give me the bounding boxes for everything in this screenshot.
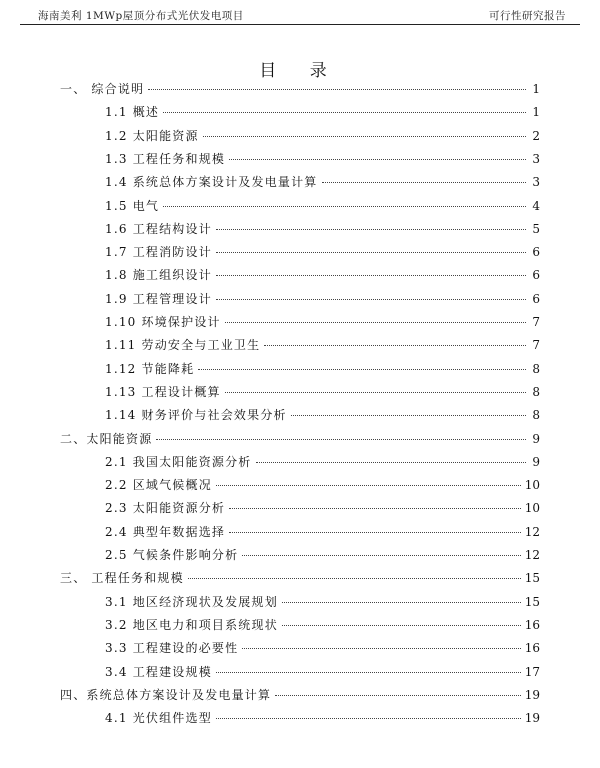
- dot-leader: [216, 275, 526, 276]
- toc-entry-page-number: 10: [524, 478, 540, 493]
- toc-entry-label: 1.9 工程管理设计: [105, 291, 212, 306]
- toc-entry-label: 1.1 概述: [105, 105, 160, 120]
- toc-entry-label: 3.4 工程建设规模: [105, 664, 212, 679]
- toc-entry-label: 四、系统总体方案设计及发电量计算: [60, 687, 272, 702]
- toc-entry-page-number: 16: [524, 617, 540, 632]
- toc-entry-page-number: 7: [532, 315, 540, 329]
- toc-section-entry[interactable]: [105, 103, 540, 121]
- toc-entry-page-number: 19: [524, 711, 540, 726]
- dot-leader: [156, 439, 526, 440]
- toc-section-entry[interactable]: [105, 360, 540, 378]
- toc-entry-page-number: 6: [532, 291, 540, 306]
- dot-leader: [256, 462, 527, 463]
- dot-leader: [242, 648, 520, 649]
- toc-entry-page-number: 3: [532, 175, 540, 190]
- toc-entry-label: 2.2 区域气候概况: [105, 478, 212, 493]
- dot-leader: [282, 602, 521, 603]
- toc-entry-page-number: 2: [532, 128, 540, 143]
- toc-section-entry[interactable]: [105, 290, 540, 308]
- toc-entry-page-number: 6: [532, 245, 540, 260]
- toc-entry-label: 4.1 光伏组件选型: [105, 711, 212, 726]
- toc-entry-page-number: 9: [532, 454, 540, 469]
- toc-entry-label: 1.14 财务评价与社会效果分析: [105, 408, 287, 423]
- toc-section-entry[interactable]: [105, 336, 540, 354]
- toc-entry-label: 1.7 工程消防设计: [105, 245, 212, 260]
- toc-entry-label: 1.5 电气: [105, 198, 160, 213]
- toc-entry-page-number: 7: [532, 338, 540, 353]
- toc-entry-label: 1.4 系统总体方案设计及发电量计算: [105, 175, 318, 190]
- toc-section-entry[interactable]: [105, 593, 540, 611]
- toc-chapter-entry[interactable]: [60, 686, 540, 704]
- toc-chapter-entry[interactable]: [60, 80, 540, 98]
- dot-leader: [322, 182, 527, 183]
- dot-leader: [216, 485, 521, 486]
- dot-leader: [203, 136, 526, 137]
- toc-section-entry[interactable]: [105, 523, 540, 541]
- toc-entry-page-number: 8: [532, 361, 540, 376]
- dot-leader: [163, 112, 526, 113]
- toc-section-entry[interactable]: [105, 616, 540, 634]
- toc-entry-label: 一、 综合说明: [60, 82, 145, 96]
- toc-section-entry[interactable]: [105, 709, 540, 727]
- toc-section-entry[interactable]: [105, 546, 540, 564]
- toc-entry-label: 1.12 节能降耗: [105, 361, 195, 376]
- dot-leader: [216, 672, 521, 673]
- toc-entry-label: 三、 工程任务和规模: [60, 571, 184, 586]
- toc-entry-label: 1.3 工程任务和规模: [105, 151, 226, 166]
- toc-entry-label: 1.2 太阳能资源: [105, 128, 199, 143]
- toc-entry-page-number: 10: [524, 501, 540, 516]
- header-project-title: 海南美利 1MWp屋顶分布式光伏发电项目: [38, 10, 244, 22]
- toc-entry-label: 3.1 地区经济现状及发展规划: [105, 594, 278, 609]
- toc-section-entry[interactable]: [105, 220, 540, 238]
- dot-leader: [216, 718, 521, 719]
- dot-leader: [291, 415, 526, 416]
- toc-section-entry[interactable]: [105, 639, 540, 657]
- toc-entry-page-number: 19: [524, 687, 540, 702]
- dot-leader: [225, 392, 526, 393]
- toc-section-entry[interactable]: [105, 266, 540, 284]
- toc-chapter-entry[interactable]: [60, 569, 540, 587]
- toc-entry-label: 1.8 施工组织设计: [105, 268, 212, 283]
- dot-leader: [229, 508, 521, 509]
- toc-entry-label: 2.1 我国太阳能资源分析: [105, 454, 252, 469]
- dot-leader: [229, 159, 526, 160]
- toc-entry-page-number: 8: [532, 408, 540, 423]
- header-report-type: 可行性研究报告: [489, 10, 566, 22]
- toc-entry-page-number: 16: [524, 641, 540, 656]
- toc-entry-page-number: 15: [524, 571, 540, 586]
- dot-leader: [188, 578, 521, 579]
- dot-leader: [242, 555, 520, 556]
- page-header: [20, 4, 580, 25]
- toc-title: 目 录: [259, 61, 341, 81]
- toc-entry-page-number: 9: [532, 431, 540, 446]
- toc-entry-page-number: 8: [532, 384, 540, 399]
- toc-section-entry[interactable]: [105, 150, 540, 168]
- toc-entry-label: 1.11 劳动安全与工业卫生: [105, 338, 261, 353]
- toc-entry-page-number: 12: [524, 548, 540, 562]
- toc-entry-page-number: 17: [524, 664, 540, 679]
- toc-section-entry[interactable]: [105, 313, 540, 331]
- toc-entry-label: 1.6 工程结构设计: [105, 221, 212, 236]
- toc-section-entry[interactable]: [105, 173, 540, 191]
- toc-entry-page-number: 4: [532, 198, 540, 213]
- toc-entry-page-number: 12: [524, 524, 540, 539]
- dot-leader: [282, 625, 521, 626]
- dot-leader: [163, 206, 526, 207]
- dot-leader: [264, 345, 526, 346]
- toc-section-entry[interactable]: [105, 383, 540, 401]
- toc-entry-label: 1.13 工程设计概算: [105, 384, 221, 399]
- dot-leader: [216, 299, 526, 300]
- toc-entry-label: 2.3 太阳能资源分析: [105, 501, 226, 516]
- toc-entry-page-number: 5: [532, 221, 540, 236]
- toc-entry-label: 2.5 气候条件影响分析: [105, 548, 239, 562]
- toc-entry-page-number: 1: [532, 105, 540, 120]
- dot-leader: [198, 369, 526, 370]
- toc-entry-page-number: 6: [532, 268, 540, 283]
- toc-section-entry[interactable]: [105, 476, 540, 494]
- toc-section-entry[interactable]: [105, 127, 540, 145]
- dot-leader: [275, 695, 521, 696]
- dot-leader: [216, 252, 526, 253]
- toc-entry-page-number: 3: [532, 151, 540, 166]
- toc-entry-label: 3.3 工程建设的必要性: [105, 641, 239, 656]
- toc-entry-label: 3.2 地区电力和项目系统现状: [105, 617, 278, 632]
- toc-entry-label: 二、太阳能资源: [60, 431, 153, 446]
- toc-entry-label: 1.10 环境保护设计: [105, 315, 221, 329]
- toc-section-entry[interactable]: [105, 453, 540, 471]
- toc-entry-page-number: 1: [532, 82, 540, 96]
- toc-section-entry[interactable]: [105, 243, 540, 261]
- toc-chapter-entry[interactable]: [60, 430, 540, 448]
- toc-entry-label: 2.4 典型年数据选择: [105, 524, 226, 539]
- dot-leader: [225, 322, 526, 323]
- toc-section-entry[interactable]: [105, 499, 540, 517]
- dot-leader: [216, 229, 526, 230]
- toc-section-entry[interactable]: [105, 406, 540, 424]
- dot-leader: [229, 532, 521, 533]
- toc-section-entry[interactable]: [105, 663, 540, 681]
- toc-entry-page-number: 15: [524, 594, 540, 609]
- toc-section-entry[interactable]: [105, 197, 540, 215]
- dot-leader: [148, 89, 526, 90]
